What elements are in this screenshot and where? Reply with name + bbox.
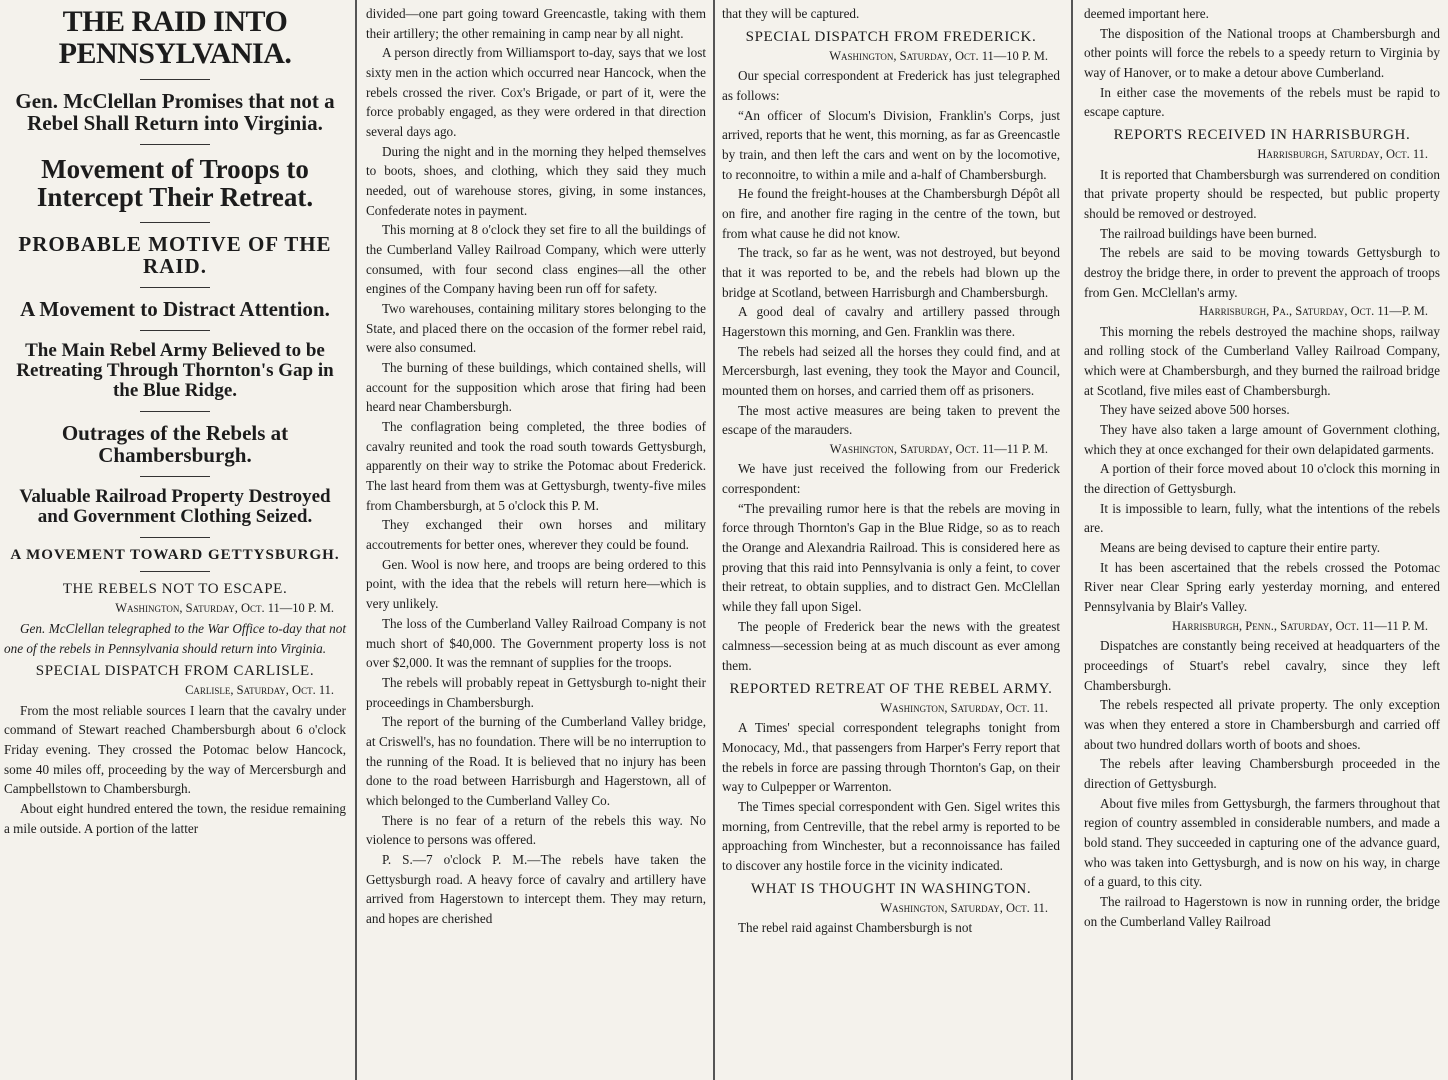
paragraph: The conflagration being completed, the three bodies of cavalry reunited and took the road south towards Gettysburgh, apparently on their way to strike the Potomac about Frederick. The last heard from them was at Gettysburgh, twenty-five miles from Chambersburgh, at 5 o'clock this P. M. — [366, 419, 706, 513]
column-rule — [1071, 0, 1073, 1080]
subhead-main-army: The Main Rebel Army Believed to be Retreating Through Thornton's Gap in the Blue Ridge. — [16, 339, 334, 401]
column-rule — [355, 0, 357, 1080]
section-heading: WHAT IS THOUGHT IN WASHINGTON. — [750, 880, 1032, 897]
paragraph: Means are being devised to capture their entire party. — [1100, 540, 1380, 556]
section-heading: REPORTED RETREAT OF THE REBEL ARMY. — [729, 680, 1053, 697]
dateline: Harrisburgh, Saturday, Oct. 11. — [1257, 147, 1428, 162]
paragraph: This morning at 8 o'clock they set fire to all the buildings of the Cumberland Valley Railroad Company, which were utterly consumed, with four second class engines—all the other engines of the Company having been run off for safety. — [366, 222, 706, 297]
column-1 — [0, 0, 352, 1080]
paragraph: “The prevailing rumor here is that the rebels are moving in force through Thornton's Gap in the Blue Ridge, so as to reach the Orange and Alexandria Railroad. This is considered here as proving that this raid into Pennsylvania is only a feint, to cover their retreat, to obtain supplies, and to distract Gen. McClellan while they fall upon Sigel. — [722, 500, 1060, 615]
paragraph: About five miles from Gettysburgh, the farmers throughout that region of country assembled in considerable numbers, and made a bold stand. They succeeded in capturing one of the advance guard, who was taken into Gettysburgh, and is now on his way, in charge of a guard, to this city. — [1084, 795, 1440, 890]
divider — [140, 79, 210, 80]
subhead-railroad: Valuable Railroad Property Destroyed and Government Clothing Seized. — [19, 485, 331, 527]
subhead-gettysburgh: A MOVEMENT TOWARD GETTYSBURGH. — [10, 546, 340, 563]
paragraph: Two warehouses, containing military stores belonging to the State, and placed there on the occasion of the former rebel raid, were also consumed. — [366, 301, 706, 356]
paragraph: A portion of their force moved about 10 o'clock this morning in the direction of Gettysburgh. — [1084, 461, 1440, 497]
paragraph: divided—one part going toward Greencastle, taking with them their artillery; the other remaining in camp near by all night. — [366, 6, 706, 41]
paragraph: A good deal of cavalry and artillery passed through Hagerstown this morning, and Gen. Franklin was there. — [722, 304, 1060, 339]
subhead-mcclellan: Gen. McClellan Promises that not a Rebel Shall Return into Virginia. — [15, 89, 335, 136]
paragraph: Gen. Wool is now here, and troops are being ordered to this point, with the idea that the rebels will return here—which is very unlikely. — [366, 556, 706, 612]
paragraph: A Times' special correspondent telegraphs tonight from Monocacy, Md., that passengers from Harper's Ferry report that the rebels in force are passing through Thornton's Gap, on their way to Culpepper or Warrenton. — [722, 720, 1060, 795]
divider — [140, 287, 210, 288]
paragraph: We have just received the following from our Frederick correspondent: — [722, 461, 1060, 497]
dateline: Washington, Saturday, Oct. 11—11 P. M. — [829, 441, 1048, 456]
divider — [140, 476, 210, 477]
paragraph: The Times special correspondent with Gen. Sigel writes this morning, from Centreville, that the rebel army is reported to be approaching from Winchester, but a reconnoissance has failed to discover any hostile force in the vicinity indicated. — [722, 799, 1060, 874]
paragraph: Dispatches are constantly being received at headquarters of the proceedings of Stuart's rebel cavalry, since they left Chambersburgh. — [1084, 638, 1440, 693]
paragraph: The people of Frederick bear the news with the greatest calmness—secession being at as much discount as ever among them. — [722, 618, 1060, 674]
paragraph: From the most reliable sources I learn that the cavalry under command of Stewart reached Chambersburgh about 6 o'clock Friday evening. They crossed the Potomac below Hancock, some 40 miles off, proceeding by the way of Mercersburgh and Campbellstown to Chambersburgh. — [4, 702, 346, 797]
dateline: Washington, Saturday, Oct. 11. — [880, 700, 1048, 715]
paragraph: It is impossible to learn, fully, what the intentions of the rebels are. — [1084, 500, 1440, 536]
paragraph: It has been ascertained that the rebels crossed the Potomac River near Clear Spring early yesterday morning, and entered Pennsylvania by Blair's Valley. — [1084, 559, 1440, 615]
paragraph: A person directly from Williamsport to-day, says that we lost sixty men in the action which occurred near Hancock, when the rebels crossed the river. Cox's Brigade, or part of it, were the force probably engaged, as they were ordered in that direction several days ago. — [366, 45, 706, 140]
divider — [140, 537, 210, 538]
paragraph: In either case the movements of the rebels must be rapid to escape capture. — [1084, 84, 1440, 120]
subhead-outrages: Outrages of the Rebels at Chambersburgh. — [61, 420, 289, 467]
divider — [140, 571, 210, 572]
divider — [140, 144, 210, 145]
paragraph: P. S.—7 o'clock P. M.—The rebels have taken the Gettysburgh road. A heavy force of cavalry and artillery have arrived from Hagerstown to intercept them. They may return, and hopes are cherished — [366, 851, 706, 926]
divider — [140, 411, 210, 412]
paragraph: The track, so far as he went, was not destroyed, but beyond that it was reported to be, and the rebels had blown up the bridge at Scotland, between Harrisburgh and Chambersburgh. — [722, 245, 1060, 300]
paragraph: The rebels after leaving Chambersburgh proceeded in the direction of Gettysburgh. — [1084, 756, 1440, 792]
section-heading: THE REBELS NOT TO ESCAPE. — [62, 581, 288, 598]
dateline: Harrisburgh, Pa., Saturday, Oct. 11—P. M. — [1199, 304, 1428, 319]
paragraph: The burning of these buildings, which contained shells, will account for the supposition which arose that firing had been heard near Chambersburgh. — [366, 360, 706, 415]
dateline: Washington, Saturday, Oct. 11—10 P. M. — [115, 601, 334, 616]
paragraph: Gen. McClellan telegraphed to the War Office to-day that not one of the rebels in Pennsylvania should return into Virginia. — [4, 620, 346, 656]
dateline: Carlisle, Saturday, Oct. 11. — [185, 683, 334, 698]
paragraph: During the night and in the morning they helped themselves to boots, shoes, and clothing, which they said they much needed, out of warehouse stores, giving, in some instances, Confederate notes in payment. — [366, 143, 706, 218]
column-rule — [713, 0, 715, 1080]
paragraph: The rebel raid against Chambersburgh is not — [738, 920, 973, 936]
paragraph: The rebels respected all private property. The only exception was when they entered a store in Chambersburgh and carried off about two hundred dollars worth of boots and shoes. — [1084, 697, 1440, 752]
column-4 — [1076, 0, 1448, 1080]
subhead-distract: A Movement to Distract Attention. — [20, 296, 330, 321]
paragraph: The disposition of the National troops at Chambersburgh and other points will force the rebels to a speedy return to Virginia by way of Hanover, or to make a detour above Cumberland. — [1084, 25, 1440, 81]
dateline: Washington, Saturday, Oct. 11—10 P. M. — [829, 48, 1048, 63]
paragraph: The rebels will probably repeat in Gettysburgh to-night their proceedings in Chambersburgh. — [366, 674, 706, 710]
paragraph: Our special correspondent at Frederick has just telegraphed as follows: — [722, 68, 1060, 103]
section-heading: SPECIAL DISPATCH FROM CARLISLE. — [35, 663, 315, 680]
paragraph: They have seized above 500 horses. — [1100, 402, 1290, 418]
paragraph: The loss of the Cumberland Valley Railroad Company is not much short of $40,000. The Government property loss is not over $2,000. It was the remnant of supplies for the troops. — [366, 615, 706, 671]
paragraph: About eight hundred entered the town, the residue remaining a mile outside. A portion of the latter — [4, 801, 346, 836]
paragraph: They have also taken a large amount of Government clothing, which they at once exchanged for their own delapidated garments. — [1084, 422, 1440, 457]
paragraph: The rebels are said to be moving towards Gettysburgh to destroy the bridge there, in order to prevent the approach of troops from Gen. McClellan's army. — [1084, 245, 1440, 300]
paragraph: He found the freight-houses at the Chambersburgh Dépôt all on fire, and another fire raging in the centre of the town, but from what cause he did not know. — [722, 186, 1060, 241]
column-3 — [716, 0, 1068, 1080]
paragraph: This morning the rebels destroyed the machine shops, railway and rolling stock of the Cumberland Valley Railroad Company, which were at Chambersburgh, and they burned the railroad bridge at Scotland, five miles east of Chambersburgh. — [1084, 323, 1440, 398]
paragraph: There is no fear of a return of the rebels this way. No violence to persons was offered. — [366, 812, 706, 848]
paragraph: “An officer of Slocum's Division, Franklin's Corps, just arrived, reports that he went, this morning, as far as Greencastle by train, and then left the cars and went on by the locomotive, to reconnoitre, to within a mile and a-half of Chambersburgh. — [722, 107, 1060, 182]
column-2 — [360, 0, 712, 1080]
dateline: Washington, Saturday, Oct. 11. — [880, 900, 1048, 915]
paragraph: The report of the burning of the Cumberland Valley bridge, at Criswell's, has no foundation. There will be no interruption to the running of the Road. It is believed that no injury has been done to the road between Harrisburgh and Hagerstown, all of which belonged to the Cumberland Valley Co. — [366, 714, 706, 808]
section-heading: SPECIAL DISPATCH FROM FREDERICK. — [745, 28, 1037, 45]
subhead-movement: Movement of Troops to Intercept Their Retreat. — [36, 154, 314, 213]
paragraph: that they will be captured. — [722, 6, 860, 21]
paragraph: It is reported that Chambersburgh was surrendered on condition that private property should be respected, but public property should be removed or destroyed. — [1084, 166, 1440, 221]
divider — [140, 330, 210, 331]
subhead-motive: PROBABLE MOTIVE OF THE RAID. — [18, 231, 332, 278]
section-heading: REPORTS RECEIVED IN HARRISBURGH. — [1113, 127, 1411, 144]
paragraph: The most active measures are being taken to prevent the escape of the marauders. — [722, 402, 1060, 438]
paragraph: The railroad buildings have been burned. — [1100, 225, 1317, 241]
divider — [140, 222, 210, 223]
paragraph: The railroad to Hagerstown is now in running order, the bridge on the Cumberland Valley Railroad — [1084, 894, 1440, 929]
headline-main: THE RAID INTO PENNSYLVANIA. — [58, 5, 292, 70]
paragraph: They exchanged their own horses and military accoutrements for better ones, wherever they could be found. — [366, 517, 706, 553]
dateline: Harrisburgh, Penn., Saturday, Oct. 11—11 P. M. — [1171, 618, 1428, 633]
paragraph: The rebels had seized all the horses they could find, and at Mercersburgh, last evening, they took the Mayor and Council, mounted them on horses, and carried them off as prisoners. — [722, 343, 1060, 398]
paragraph: deemed important here. — [1084, 6, 1209, 21]
